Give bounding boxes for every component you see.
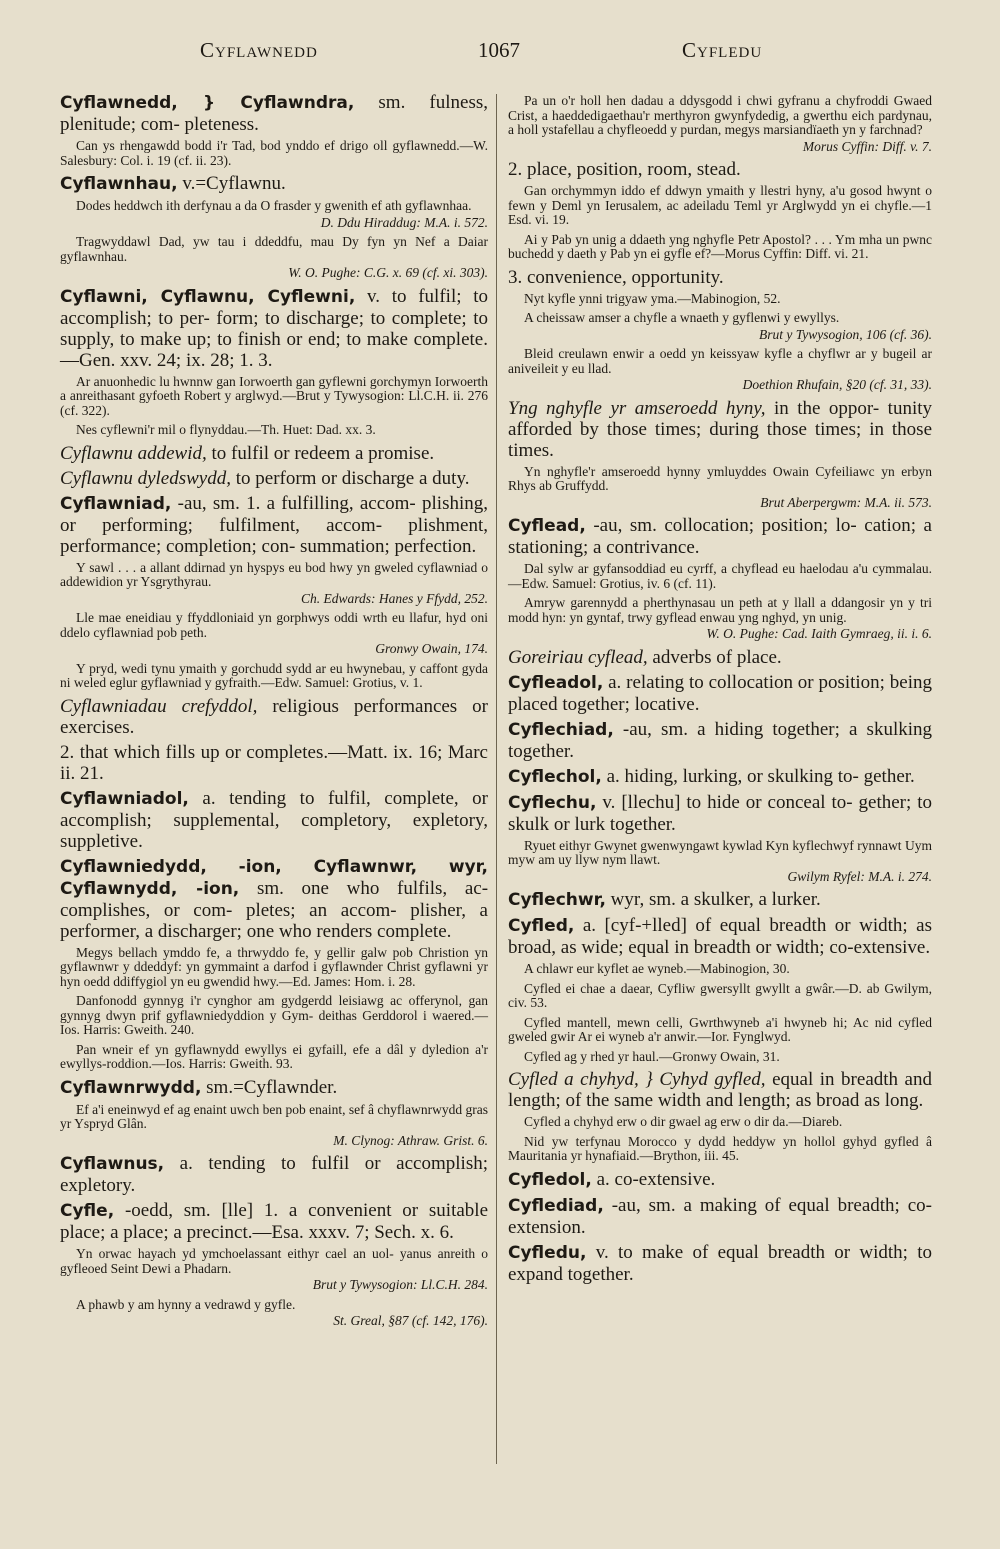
citation-quote: A chlawr eur kyflet ae wyneb.—Mabinogion, 30. [524,961,790,976]
phrase-translation: equal in breadth and length; of the same width and length; as broad as long. [508,1069,932,1111]
entry-definition: 3. convenience, opportunity. [508,266,724,288]
entry-definition: a. relating to collocation or position; being placed together; locative. [508,671,932,715]
phrase-entry [508,1069,932,1111]
dictionary-entry [60,493,488,557]
dictionary-entry [508,159,932,180]
citation-quote: Ai y Pab yn unig a ddaeth yng nghyfle Petr Apostol? . . . Ym mha un pwnc buchedd y daeth y Pab yn ei gyfle ef?—Morus Cyffin: Diff. vi. 21. [508,231,932,261]
citation-quote: Can ys rhengawdd bodd i'r Tad, bod ynddo ef drigo oll gyflawnedd.—W. Salesbury: Col. i. 19 (cf. ii. 23). [60,138,488,168]
entry-definition: -oedd, sm. [lle] 1. a convenient or suitable place; a place; a precinct.—Esa. xxxv. 7; Sech. x. 6. [60,1200,489,1243]
phrase-welsh: Goreiriau cyflead, [508,646,648,668]
citation-quote: Gan orchymmyn iddo ef ddwyn ymaith y llestri hyny, a'u gosod hwynt o fewn y Deml yn Ierusalem, ac adeiladu Teml yr Arglwydd yn ei chyfle.—1 Esd. vi. 19. [508,183,932,227]
phrase-translation: religious performances or exercises. [60,695,488,738]
citation-quote: Bleid creulawn enwir a oedd yn keissyaw kyfle a chyflwr ar y bugeil ar aniveileit y eu llad. [508,346,932,376]
entry-headword: Cyfledu, [508,1242,587,1263]
phrase-welsh: Cyflawnu dyledswydd, [60,467,231,489]
citation-quote: Megys bellach ymddo fe, a thrwyddo fe, y gellir galw pob Christion yn gyflawnwr y ddeddyf: yn gymmaint a darfod i gyflawnder Christ gyflawni yr hyn oedd ddiffygiol yn eu gwendid hwy.—Ed. James: Hom. i. 28. [60,944,488,989]
phrase-entry [60,443,488,464]
phrase-entry [60,696,488,738]
citation-source [508,378,932,393]
running-head-left: Cyflawnedd [200,38,318,62]
phrase-welsh: Cyflawniadau crefyddol, [60,695,258,717]
dictionary-entry [508,766,932,788]
entry-headword: Cyflawniedydd, -ion, Cyflawnwr, wyr, Cyflawnydd, -ion, [60,856,488,899]
entry-headword: Cyflawniadol, [60,788,189,809]
dictionary-entry [508,1195,932,1238]
dictionary-entry [60,788,488,852]
citation-source-text: Gwilym Ryfel: M.A. i. 274. [787,868,932,884]
citation-source [508,140,932,155]
citation-source-text: W. O. Pughe: Cad. Iaith Gymraeg, ii. i. 6. [706,626,932,641]
citation-quote: Ryuet eithyr Gwynet gwenwyngawt kywlad Kyn kyflechwyf rynnawt Uym myw am uy llyw nym llawt. [508,837,932,867]
phrase-entry [60,468,488,489]
citation-source [60,216,488,231]
citation-source-text: D. Ddu Hiraddug: M.A. i. 572. [320,214,488,230]
phrase-translation: to fulfil or redeem a promise. [211,442,435,464]
entry-definition: wyr, sm. a skulker, a lurker. [610,889,821,910]
citation-quote: Cyfled mantell, mewn celli, Gwrthwyneb a'i hwyneb hi; Ac nid cyfled gweled gwir Ar ei wyneb a'r anwir.—Ior. Fynglwyd. [508,1014,932,1044]
entry-headword: Cyflechol, [508,766,602,787]
citation-quote: Dal sylw ar gyfansoddiad eu cyrff, a chyflead eu haelodau a'u cymmalau.—Edw. Samuel: Grotius, iv. 6 (cf. 11). [508,561,932,591]
citation-source [60,266,488,281]
left-column [60,92,488,1334]
entry-headword: Cyflediad, [508,1195,604,1216]
citation-source-text: Ch. Edwards: Hanes y Ffydd, 252. [301,590,488,606]
entry-headword: Cyflawni, Cyflawnu, Cyflewni, [60,286,356,307]
column-divider [496,94,497,1464]
citation-quote: Dodes heddwch ith derfynau a da O frasder y gwenith ef ath gyflawnhaa. [76,198,472,213]
dictionary-entry [508,515,932,558]
citation-quote: Cyfled ei chae a daear, Cyfliw gwersyllt gwyllt a gwâr.—D. ab Gwilym, civ. 53. [508,980,932,1010]
citation-quote: Nid yw terfynau Morocco y dydd heddyw yn hollol gyhyd gyfled â Mauritania yr hynafiaid.—Brython, iii. 45. [508,1133,932,1163]
citation-quote: Danfonodd gynnyg i'r cynghor am gydgerdd leisiawg ac offerynol, gan gynnyg dwyn prif gyflawniedyddion y Gym- deithas Gerddorol i waered.—Ios. Harris: Gweith. 240. [60,993,488,1037]
citation-quote: Cyfled a chyhyd erw o dir gwael ag erw o dir da.—Diareb. [524,1114,843,1129]
citation-source-text: Brut y Tywysogion, 106 (cf. 36). [759,326,932,342]
citation-quote: Tragwyddawl Dad, yw tau i ddeddfu, mau Dy fyn yn Nef a Daiar gyflawnhau. [60,234,488,264]
citation-source-text: M. Clynog: Athraw. Grist. 6. [333,1132,488,1148]
phrase-translation: adverbs of place. [652,646,782,668]
dictionary-entry [60,173,488,195]
phrase-welsh: Cyflawnu addewid, [60,442,207,464]
entry-headword: Cyflechiad, [508,719,614,740]
phrase-translation: in the oppor- tunity afforded by those times; during those times; in those times. [508,397,933,461]
citation-quote: Pa un o'r holl hen dadau a ddysgodd i chwi gyfranu a chyfroddi Gwaed Crist, a haeddedigaethau'r merthyron gwynfydedig, a gwerthu eich pardynau, a holl ystafellau a chyfleoedd y purdan, megys marsiandïaeth yn y farchnad? [508,93,932,137]
entry-definition: 2. that which fills up or completes.—Matt. ix. 16; Marc ii. 21. [60,741,488,784]
entry-definition: a. hiding, lurking, or skulking to- gether. [606,765,915,787]
entry-definition: a. tending to fulfil, complete, or accomplish; supplemental, completory, expletory, suppletive. [60,787,489,852]
entry-definition: 2. place, position, room, stead. [508,159,741,180]
citation-source [60,1134,488,1149]
citation-source [60,592,488,607]
citation-source-text: Doethion Rhufain, §20 (cf. 31, 33). [742,377,932,392]
entry-definition: v.=Cyflawnu. [182,173,286,194]
dictionary-entry [508,889,932,911]
dictionary-entry [508,1242,932,1285]
dictionary-entry [508,1169,932,1191]
entry-headword: Cyfle, [60,1201,115,1221]
phrase-translation: to perform or discharge a duty. [235,467,470,489]
citation-source-text: Brut y Tywysogion: Ll.C.H. 284. [312,1277,488,1292]
entry-definition: sm. fulness, plenitude; com- pleteness. [60,92,488,135]
citation-quote: Pan wneir ef yn gyflawnydd ewyllys ei gyfaill, efe a dâl y dyledion a'r ewyllys-roddion.—Ios. Harris: Gweith. 93. [60,1041,488,1071]
citation-quote: A cheissaw amser a chyfle a wnaeth y gyflenwi y ewyllys. [524,310,840,325]
entry-headword: Cyflawnedd, } Cyflawndra, [60,93,355,113]
citation-quote: Ef a'i eneinwyd ef ag enaint uwch ben pob enaint, sef â chyflawnrwydd gras yr Yspryd Glân. [60,1101,488,1131]
entry-headword: Cyflawniad, [60,493,172,514]
phrase-welsh: Cyfled a chyhyd, } Cyhyd gyfled, [508,1069,766,1090]
citation-source [508,627,932,642]
citation-quote: Lle mae eneidiau y ffyddloniaid yn gorphwys oddi wrth eu llafur, hyd oni ddelo cyflawniad pob peth. [60,610,488,640]
dictionary-entry [60,286,488,371]
citation-source-text: Brut Aberpergwm: M.A. ii. 573. [760,494,932,510]
citation-source [60,1314,488,1329]
entry-definition: v. to fulfil; to accomplish; to per- form; to discharge; to complete; to supply, to make up; to finish or end; to make complete.—Gen. xxv. 24; ix. 28; 1. 3. [60,285,488,371]
entry-definition: a. tending to fulfil or accomplish; expletory. [60,1153,488,1196]
entry-definition: a. co-extensive. [596,1168,716,1190]
entry-headword: Cyfleadol, [508,672,604,693]
right-column [508,92,932,1289]
citation-quote: A phawb y am hynny a vedrawd y gyfle. [76,1296,296,1312]
entry-definition: v. to make of equal breadth or width; to expand together. [508,1241,932,1285]
citation-quote: Cyfled ag y rhed yr haul.—Gronwy Owain, 31. [524,1048,780,1064]
entry-headword: Cyflead, [508,516,586,536]
entry-headword: Cyfled, [508,916,575,936]
citation-quote: Y pryd, wedi tynu ymaith y gorchudd sydd ar eu hwynebau, y caffont gyda ni weled eglur gyflawniad y gyfraith.—Edw. Samuel: Grotius, v. 1. [60,660,488,690]
dictionary-entry [60,742,488,784]
dictionary-entry [508,719,932,762]
citation-quote: Yn nghyfle'r amseroedd hynny ymluyddes Owain Cyfeiliawc yn erbyn Rhys ab Gruffydd. [508,463,932,493]
citation-source-text: St. Greal, §87 (cf. 142, 176). [333,1313,488,1328]
dictionary-entry [508,915,932,958]
citation-source-text: W. O. Pughe: C.G. x. 69 (cf. xi. 303). [288,265,488,280]
entry-definition: -au, sm. a hiding together; a skulking together. [508,718,932,762]
running-head-right: Cyfledu [682,38,763,62]
entry-headword: Cyflechwr, [508,890,606,910]
citation-source [60,642,488,657]
entry-headword: Cyflechu, [508,792,597,813]
entry-definition: -au, sm. a making of equal breadth; co-extension. [508,1194,932,1238]
entry-definition: sm.=Cyflawnder. [206,1076,338,1098]
dictionary-entry [60,856,488,942]
entry-headword: Cyflawnhau, [60,174,178,194]
dictionary-entry [508,792,932,835]
citation-source [508,328,932,343]
entry-headword: Cyfledol, [508,1169,592,1190]
citation-source-text: Gronwy Owain, 174. [375,641,488,656]
dictionary-entry [60,92,488,135]
entry-definition: v. [llechu] to hide or conceal to- gether; to skulk or lurk together. [508,791,933,835]
dictionary-entry [60,1153,488,1196]
citation-quote: Y sawl . . . a allant ddirnad yn hyspys eu bod hwy yn gweled cyflawniad o addewidion yr Ysgrythyrau. [60,559,488,589]
dictionary-entry [60,1077,488,1099]
entry-definition: -au, sm. 1. a fulfilling, accom- plishing, or performing; fulfilment, accom- plishment, performance; completion; con- summation; perfection. [60,492,488,557]
citation-quote: Yn orwac hayach yd ymchoelassant eithyr cael an uol- yanus anreith o gyfleoed Seint Dewi a Phadarn. [60,1246,488,1276]
citation-quote: Nes cyflewni'r mil o flynyddau.—Th. Huet: Dad. xx. 3. [76,422,376,437]
entry-headword: Cyflawnrwydd, [60,1077,202,1098]
phrase-entry [508,398,932,461]
page-number: 1067 [478,38,520,62]
citation-source [508,870,932,885]
citation-quote: Ar anuonhedic lu hwnnw gan Iorwoerth gan gyflewni gorchymyn Iorwoerth a anreithasant gyfoeth Robert y arglwyd.—Brut y Tywysogion: Ll.C.H. ii. 276 (cf. 322). [60,373,489,418]
entry-definition: a. [cyf-+lled] of equal breadth or width; as broad, as wide; equal in breadth or width; co-extensive. [508,915,932,958]
citation-source-text: Morus Cyffin: Diff. v. 7. [802,138,932,154]
dictionary-entry [60,1200,488,1243]
entry-definition: -au, sm. collocation; position; lo- cation; a stationing; a contrivance. [508,515,932,558]
phrase-welsh: Yng nghyfle yr amseroedd hyny, [508,397,766,419]
entry-headword: Cyflawnus, [60,1154,165,1174]
running-head [60,38,960,68]
entry-definition: sm. one who fulfils, ac- complishes, or com- pletes; an accom- plisher, a performer, a discharger; one who renders complete. [60,877,489,942]
citation-source [60,1278,488,1293]
dictionary-entry [508,267,932,288]
citation-quote: Nyt kyfle ynni trigyaw yma.—Mabinogion, 52. [524,290,781,306]
phrase-entry [508,647,932,668]
citation-quote: Amryw garennydd a pherthynasau un peth at y llall a ddangosir yn y tri modd hyn: yn gyntaf, trwy gyflead enwau yng nghyd, yn unig. [508,595,932,625]
dictionary-entry [508,672,932,715]
citation-source [508,496,932,511]
